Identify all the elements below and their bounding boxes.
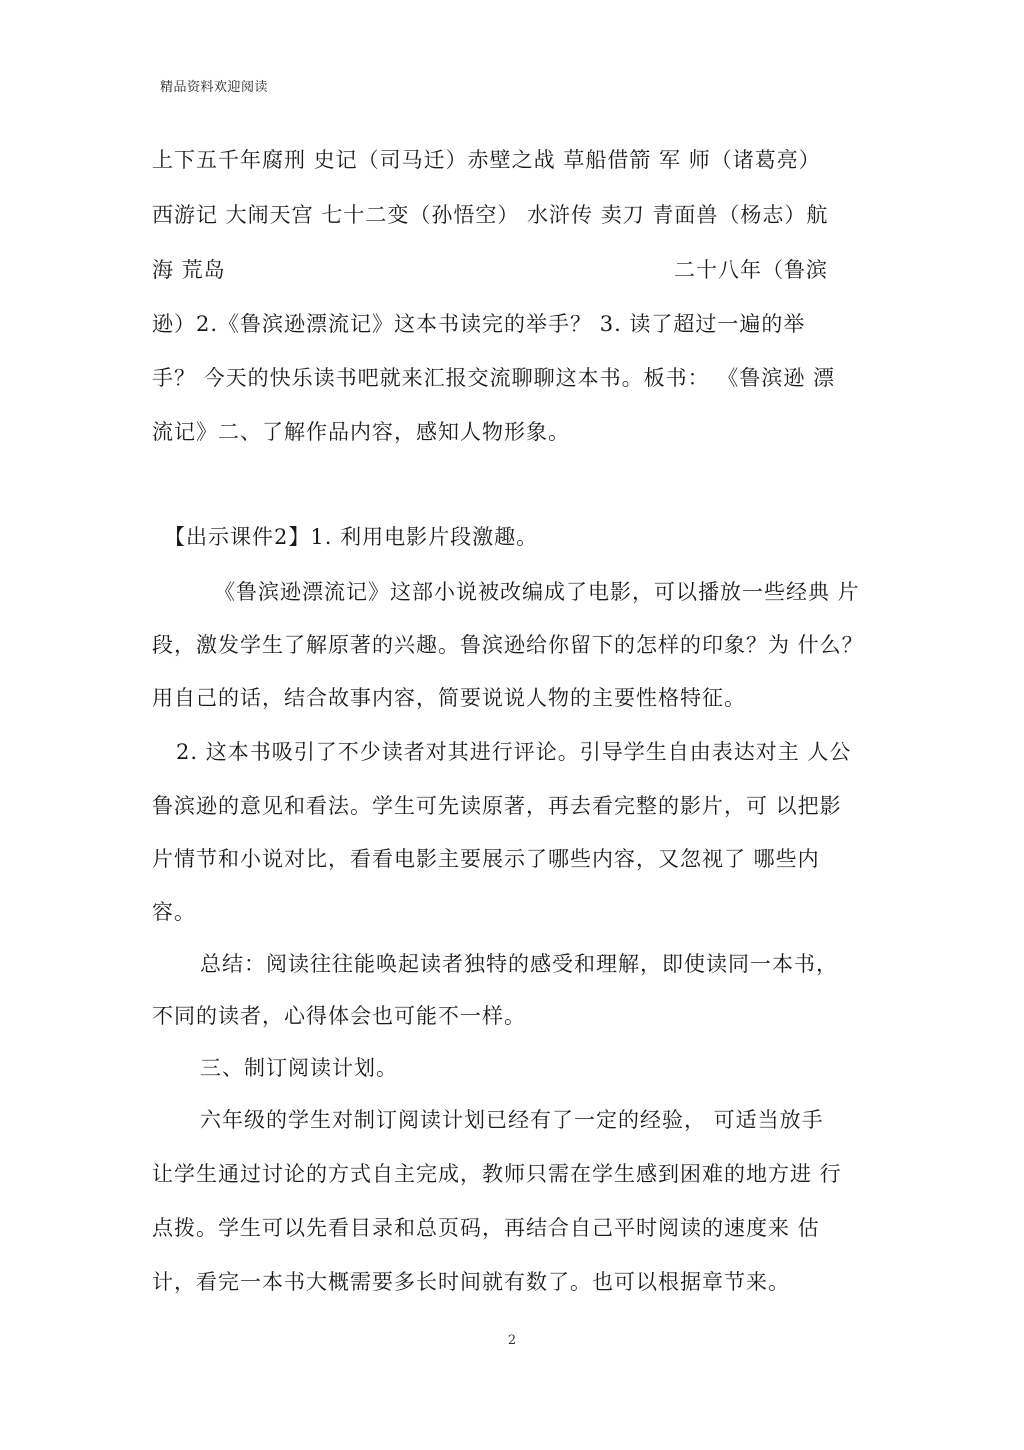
text-line: 用自己的话，结合故事内容，简要说说人物的主要性格特征。	[152, 686, 746, 710]
text-line: 二十八年（鲁滨	[674, 258, 828, 282]
text-line: 让学生通过讨论的方式自主完成，教师只需在学生感到困难的地方进 行	[152, 1162, 842, 1186]
text-line: 三、制订阅读计划。	[200, 1056, 398, 1080]
text-line: 流记》二、了解作品内容，感知人物形象。	[152, 420, 570, 444]
text-line: 片情节和小说对比，看看电影主要展示了哪些内容，又忽视了 哪些内	[152, 847, 820, 871]
text-line: 六年级的学生对制订阅读计划已经有了一定的经验， 可适当放手	[200, 1108, 824, 1132]
text-line: 《鲁滨逊漂流记》这部小说被改编成了电影，可以播放一些经典 片	[214, 580, 860, 604]
text-line: 鲁滨逊的意见和看法。学生可先读原著，再去看完整的影片，可 以把影	[152, 794, 842, 818]
text-line: 手？ 今天的快乐读书吧就来汇报交流聊聊这本书。板书： 《鲁滨逊 漂	[152, 366, 836, 390]
text-line: 海 荒岛	[152, 258, 226, 282]
page-header: 精品资料欢迎阅读	[160, 80, 269, 95]
text-line: 容。	[152, 900, 196, 924]
page-number: 2	[507, 1333, 517, 1348]
text-line: 【出示课件2】1. 利用电影片段激趣。	[164, 525, 539, 549]
text-line: 2. 这本书吸引了不少读者对其进行评论。引导学生自由表达对主 人公	[176, 740, 852, 764]
text-line: 段，激发学生了解原著的兴趣。鲁滨逊给你留下的怎样的印象？为 什么？	[152, 633, 864, 657]
text-line: 上下五千年腐刑 史记（司马迁）赤壁之战 草船借箭 军 师（诸葛亮）	[152, 148, 821, 172]
text-line: 不同的读者，心得体会也可能不一样。	[152, 1004, 526, 1028]
text-line: 计，看完一本书大概需要多长时间就有数了。也可以根据章节来。	[152, 1270, 790, 1294]
text-line: 逊）2.《鲁滨逊漂流记》这本书读完的举手？ 3. 读了超过一遍的举	[152, 312, 806, 336]
text-line: 点拨。学生可以先看目录和总页码，再结合自己平时阅读的速度来 估	[152, 1216, 820, 1240]
text-line: 西游记 大闹天宫 七十二变（孙悟空） 水浒传 卖刀 青面兽（杨志）航	[152, 203, 829, 227]
text-line: 总结：阅读往往能唤起读者独特的感受和理解，即使读同一本书，	[200, 952, 838, 976]
